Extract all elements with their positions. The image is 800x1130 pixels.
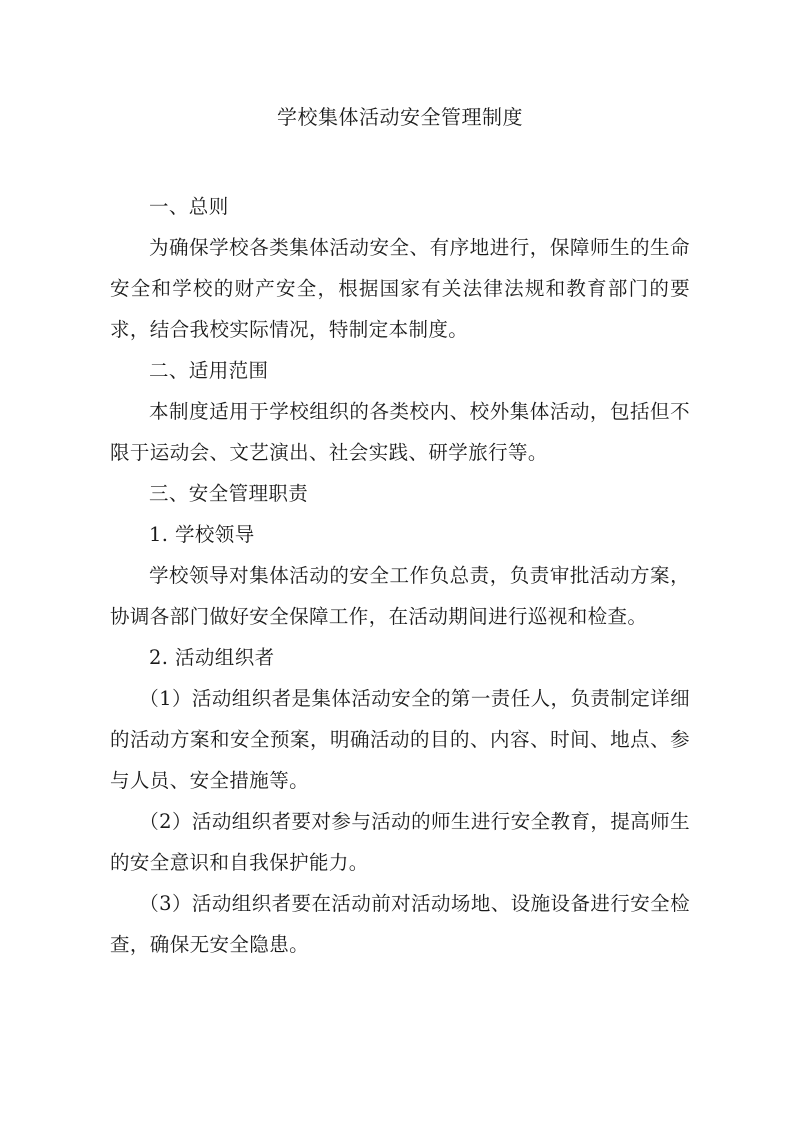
paragraph-organizer-item-3: （3）活动组织者要在活动前对活动场地、设施设备进行安全检查，确保无安全隐患。 (110, 892, 690, 956)
subheading-organizers: 2. 活动组织者 (149, 646, 275, 669)
paragraph-organizer-item-1: （1）活动组织者是集体活动安全的第一责任人，负责制定详细的活动方案和安全预案，明确活动的目的、内容、时间、地点、参与人员、安全措施等。 (110, 687, 690, 792)
subheading-school-leaders: 1. 学校领导 (149, 523, 255, 546)
paragraph-general: 为确保学校各类集体活动安全、有序地进行，保障师生的生命安全和学校的财产安全，根据国家有关法律法规和教育部门的要求，结合我校实际情况，特制定本制度。 (110, 236, 690, 341)
document-body (110, 186, 690, 965)
section-heading-general: 一、总则 (149, 195, 229, 218)
section-heading-scope: 二、适用范围 (149, 359, 269, 382)
document-title: 学校集体活动安全管理制度 (277, 105, 523, 129)
section-heading-duties: 三、安全管理职责 (149, 482, 309, 505)
paragraph-scope: 本制度适用于学校组织的各类校内、校外集体活动，包括但不限于运动会、文艺演出、社会实践、研学旅行等。 (110, 400, 690, 464)
paragraph-school-leaders: 学校领导对集体活动的安全工作负总责，负责审批活动方案，协调各部门做好安全保障工作，在活动期间进行巡视和检查。 (110, 564, 690, 628)
paragraph-organizer-item-2: （2）活动组织者要对参与活动的师生进行安全教育，提高师生的安全意识和自我保护能力。 (110, 810, 690, 874)
